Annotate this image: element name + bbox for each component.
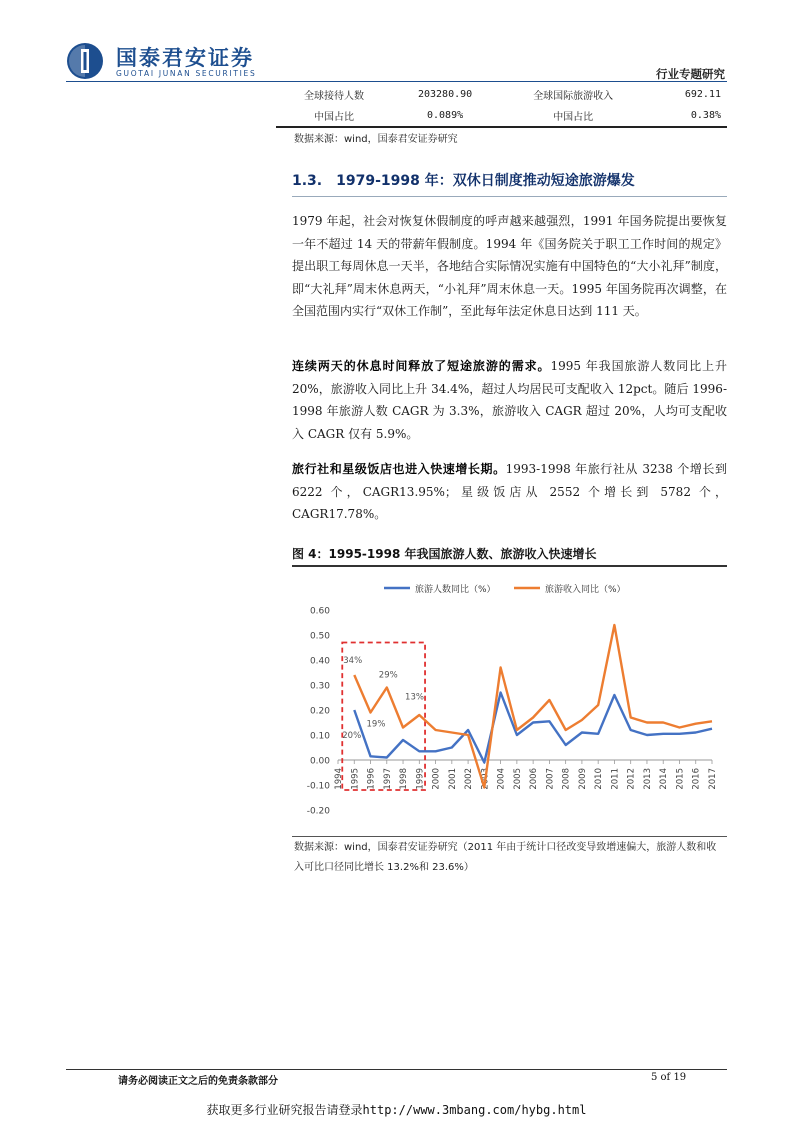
paragraph-lead: 旅行社和星级饭店也进入快速增长期。	[292, 462, 506, 476]
y-tick-label: 0.00	[309, 756, 330, 767]
table-cell: 中国占比	[498, 105, 648, 127]
x-tick-label: 2013	[642, 768, 653, 790]
x-tick-label: 1995	[350, 768, 361, 790]
y-tick-label: -0.10	[306, 781, 330, 792]
paragraph-holiday-policy: 1979 年起，社会对恢复休假制度的呼声越来越强烈，1991 年国务院提出要恢复一年不超过 14 天的带薪年假制度。1994 年《国务院关于职工工作时间的规定》提出职工每周休息一天半，各地结合实际情况实施有中国特色的“大小礼拜”制度，即“大礼拜”周末休息两天，“小礼拜”周末休息一天。1995 年国务院再次调整，在全国范围内实行“双休工作制”，至此每年法定休息日达到 111 天。	[292, 214, 727, 318]
x-tick-label: 2001	[447, 768, 458, 790]
x-tick-label: 2007	[545, 768, 556, 790]
table-source-note: 数据来源：wind，国泰君安证券研究	[294, 134, 458, 145]
company-name-en: GUOTAI JUNAN SECURITIES	[116, 69, 257, 78]
table-row	[276, 84, 727, 105]
company-logo-icon	[66, 42, 104, 80]
tourism-growth-chart	[292, 570, 727, 835]
data-label: 34%	[343, 656, 363, 666]
paragraph-body: 1993-1998 年旅行社从 3238 个增长到 6222 个，CAGR13.95%；星级饭店从 2552 个增长到 5782 个，CAGR17.78%。	[292, 462, 727, 521]
x-tick-label: 2010	[594, 768, 605, 790]
paragraph-body: 1995 年我国旅游人数同比上升 20%，旅游收入同比上升 34.4%，超过人均居民可支配收入 12pct。随后 1996-1998 年旅游人数 CAGR 为 3.3%，旅游收入 CAGR 超过 20%，人均可支配收入 CAGR 仅有 5.9%。	[292, 359, 727, 441]
table-cell: 692.11	[684, 89, 721, 100]
section-number: 1.3.	[292, 173, 323, 189]
footer-divider	[66, 1069, 727, 1070]
x-tick-label: 2002	[464, 768, 475, 790]
x-tick-label: 2009	[577, 768, 588, 790]
x-tick-label: 2004	[496, 768, 507, 790]
table-row	[276, 105, 727, 127]
x-tick-label: 2000	[431, 768, 442, 790]
x-tick-label: 2015	[675, 768, 686, 790]
table-cell: 全球接待人数	[304, 91, 364, 102]
report-type-label: 行业专题研究	[656, 67, 725, 81]
paragraph-short-trip-demand	[292, 355, 727, 445]
data-label: 20%	[342, 731, 362, 741]
stats-table	[276, 84, 727, 128]
promo-link[interactable]: 获取更多行业研究报告请登录http://www.3mbang.com/hybg.html	[206, 1103, 587, 1117]
table-cell: 全球国际旅游收入	[533, 91, 614, 102]
x-tick-label: 2006	[529, 768, 540, 790]
x-tick-label: 2005	[512, 768, 523, 790]
x-tick-label: 1994	[334, 768, 344, 790]
y-tick-label: 0.20	[309, 706, 330, 717]
tourist-count-line	[354, 693, 712, 763]
x-tick-label: 2017	[708, 768, 718, 790]
section-heading	[292, 170, 635, 190]
figure-title: 图 4：1995-1998 年我国旅游人数、旅游收入快速增长	[292, 547, 597, 561]
y-tick-label: 0.50	[309, 631, 330, 642]
disclaimer-note: 请务必阅读正文之后的免责条款部分	[118, 1076, 278, 1087]
section-title: 1979-1998 年：双休日制度推动短途旅游爆发	[336, 173, 635, 189]
header-divider	[66, 81, 727, 82]
section-divider	[292, 196, 727, 197]
x-tick-label: 2003	[480, 768, 491, 790]
x-tick-label: 1999	[415, 768, 426, 790]
legend-label: 旅游人数同比（%）	[415, 585, 496, 595]
x-tick-label: 2012	[626, 768, 637, 790]
y-tick-label: 0.30	[309, 681, 330, 692]
data-label: 13%	[405, 692, 424, 703]
x-tick-label: 2008	[561, 768, 572, 790]
figure-bottom-divider	[292, 836, 727, 837]
data-label: 29%	[378, 670, 398, 681]
x-tick-label: 1997	[382, 768, 393, 790]
page-number: 5 of 19	[651, 1072, 687, 1083]
x-tick-label: 2011	[610, 768, 621, 790]
y-tick-label: 0.40	[309, 656, 330, 667]
y-tick-label: -0.20	[306, 806, 330, 817]
x-tick-label: 1996	[366, 768, 377, 790]
paragraph-agency-hotel-growth	[292, 458, 727, 526]
table-cell: 0.089%	[392, 105, 498, 127]
legend-label: 旅游收入同比（%）	[545, 585, 626, 595]
x-tick-label: 2016	[691, 768, 702, 790]
table-cell: 中国占比	[276, 105, 392, 127]
x-tick-label: 1998	[399, 768, 410, 790]
paragraph-lead: 连续两天的休息时间释放了短途旅游的需求。	[292, 359, 551, 373]
company-name-cn: 国泰君安证券	[116, 46, 254, 70]
y-tick-label: 0.10	[309, 731, 330, 742]
y-tick-label: 0.60	[309, 606, 330, 617]
x-tick-label: 2014	[659, 768, 670, 790]
table-cell: 203280.90	[417, 89, 473, 100]
figure-divider	[292, 565, 727, 567]
data-label: 19%	[366, 719, 386, 730]
table-cell: 0.38%	[648, 105, 727, 127]
figure-source-note: 数据来源：wind，国泰君安证券研究（2011 年由于统计口径改变导致增速偏大，旅游人数和收入可比口径同比增长 13.2%和 23.6%）	[294, 842, 717, 873]
